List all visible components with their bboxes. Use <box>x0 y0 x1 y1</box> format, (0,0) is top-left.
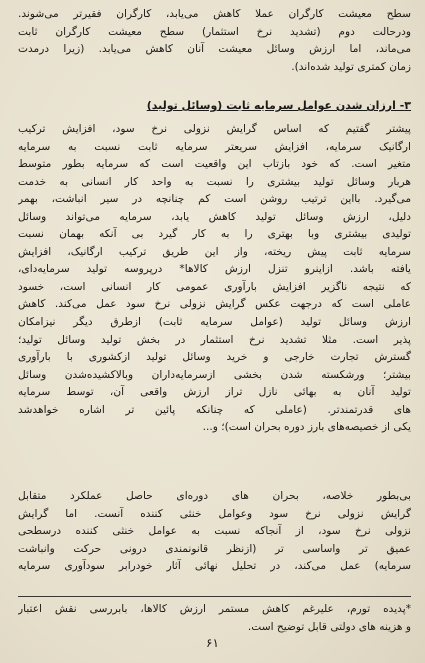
page-number: ۶۱ <box>206 636 219 650</box>
footnote-line: و هزینه های دولتی قابل توضیح است. <box>247 620 411 633</box>
text-line: بی‌بطور خلاصه، بحران های دوره‌ای حاصل عملکرد متقابل <box>18 490 411 502</box>
footnote-line: *پدیده تورم، علیرغم کاهش مستمر ارزش کالاها، بابررسی نقش اعتبار <box>18 603 411 615</box>
text-line: عاملی است که درجهت عکس گرایش نزولی نرخ سود عمل می‌کند. کاهش <box>18 298 411 311</box>
text-line: سرمایه ثابت پیش ریخته، واز این طریق ترکیب ارگانیک، افزایش <box>18 245 411 258</box>
text-line: پیشتر گفتیم که اساس گرایش نزولی نرخ سود، افزایش ترکیب <box>18 123 411 135</box>
text-line: تولید آنان به بهائی نازل تراز ارزش واقعی آن، توسط سرمایه <box>18 386 411 399</box>
section-heading-block <box>18 97 411 115</box>
text-line: گرایش نزولی نرخ سود وعوامل خنثی کننده آنست. اما گرایش <box>18 507 411 520</box>
body-paragraph-2 <box>18 488 411 576</box>
text-line: نزولی نرخ سود، از آنجاکه نسبت به عوامل خنثی کننده درسطحی <box>18 525 411 538</box>
footnote-divider <box>18 596 411 597</box>
text-line: یکی از خصیصه‌های بارز دوره بحران است)؛ و... <box>202 421 411 434</box>
intro-paragraph <box>18 6 411 76</box>
text-line: گسترش تجارت خارجی و خرید وسائل تولید ازکشوری با بارآوری <box>18 351 411 364</box>
text-line: ودرحالت دوم (تشدید نرخ استثمار) سطح معیشت کارگران ثابت <box>18 25 411 38</box>
text-line: ارگانیک سرمایه، افزایش سریعتر سرمایه ثابت نسبت به سرمایه <box>18 140 411 153</box>
text-line: هربار وسائل تولید بیشتری را نسبت به واحد کار انسانی به خدمت <box>18 175 411 188</box>
section-heading: ۳- ارزان شدن عوامل سرمایه ثابت (وسائل تولید) <box>146 99 411 112</box>
text-line: تولیدی بیشتری وبا بهتری را به کار گیرد بی آنکه بهمان نسبت <box>18 228 411 241</box>
text-line: ارزش وسائل تولید (عوامل سرمایه ثابت) ازطرق دیگر نیزامکان <box>18 316 411 329</box>
text-line: یافته باشد. ازاینرو تنزل ارزش کالاها* درپروسه تولید سرمایه‌دای، <box>18 263 411 276</box>
text-line: عمیق تر واساسی تر (ازنظر قانونمندی درونی حرکت وانباشت <box>18 542 411 555</box>
text-line: های قدرتمندتر. (عاملی که چنانکه پائین تر اشاره خواهدشد <box>18 403 411 416</box>
body-paragraph-1 <box>18 121 411 437</box>
text-line: سطح معیشت کارگران عملا کاهش می‌یابد، کارگران فقیرتر می‌شوند. <box>18 8 411 20</box>
text-line: متغیر است. که خود بازتاب این واقعیت است که سرمایه بطور متوسط <box>18 158 411 171</box>
text-line: که نتیجه ناگزیر افزایش بارآوری عمومی کار انسانی است، خسود <box>18 280 411 293</box>
footnote <box>18 601 411 636</box>
text-line: دلیل، ارزش وسائل تولید کاهش یابد، سرمایه می‌تواند وسائل <box>18 210 411 223</box>
text-line: بیشتر؛ ورشکسته شدن بخشی ازسرمایه‌داران وبالاکشیده‌شدن وسائل <box>18 368 411 381</box>
text-line: می‌گیرد. بااین ترتیب روشن است کم چنانچه در سیر انباشت، بهمر <box>18 193 411 206</box>
text-line: سرمایه) عمل می‌کند، در تحلیل نهائی آثار خودرابر سودآوری سرمایه <box>18 560 411 573</box>
text-line: پذیر است. مثلا تشدید نرخ استثمار در بخش تولید وسائل تولید؛ <box>18 333 411 346</box>
text-line: می‌ماند، اما ارزش وسائل معیشت آنان کاهش می‌یابد. (زیرا درمدت <box>18 43 411 56</box>
text-line: زمان کمتری تولید شده‌اند). <box>291 60 411 73</box>
